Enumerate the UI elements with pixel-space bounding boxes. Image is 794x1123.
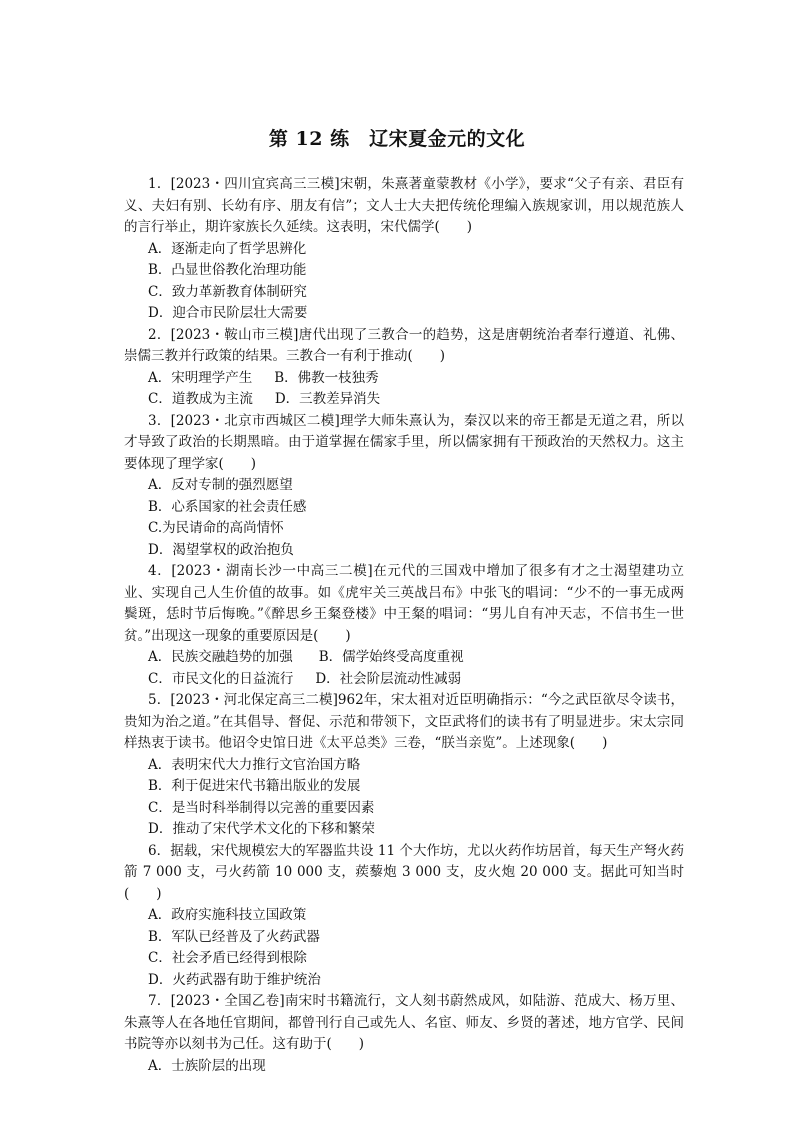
- question-stem: 7．[2023・全国乙卷]南宋时书籍流行，文人刻书蔚然成风，如陆游、范成大、杨万里、朱熹等人在各地任官期间，都曾刊行自己或先人、名宦、师友、乡贤的著述，地方官学、民间书院等亦以刻书为己任。这有助于( ): [124, 993, 684, 1052]
- question-stem: 1．[2023・四川宜宾高三三模]宋朝，朱熹著童蒙教材《小学》，要求“父子有亲、君臣有义、夫妇有别、长幼有序、朋友有信”；文人士大夫把传统伦理编入族规家训，用以规范族人的言行举止，期许家族长久延续。这表明，宋代儒学( ): [124, 176, 684, 235]
- question-stem: 2．[2023・鞍山市三模]唐代出现了三教合一的趋势，这是唐朝统治者奉行遵道、礼佛、崇儒三教并行政策的结果。三教合一有利于推动( ): [124, 326, 684, 364]
- option-d: D．推动了宋代学术文化的下移和繁荣: [148, 821, 375, 837]
- option-row: [124, 647, 684, 669]
- option-b: B．军队已经普及了火药武器: [148, 928, 320, 945]
- question-2: [124, 325, 684, 411]
- question-6: [124, 841, 684, 992]
- option-a: A．宋明理学产生: [148, 369, 253, 386]
- option-d: D．火药武器有助于维护统治: [148, 971, 321, 988]
- question-stem: 5．[2023・河北保定高三二模]962年，宋太祖对近臣明确指示：“今之武臣欲尽令读书，贵知为治之道。”在其倡导、督促、示范和带领下，文臣武将们的读书有了明显进步。宋太宗同样热衷于读书。他诏令史馆日进《太平总类》三卷，“朕当亲览”。上述现象( ): [124, 692, 684, 751]
- question-5: [124, 690, 684, 841]
- option-row: [124, 389, 684, 411]
- option-c: C．市民文化的日益流行: [148, 670, 294, 687]
- question-stem: 6．据载，宋代规模宏大的军器监共设 11 个大作坊，尤以火药作坊居首，每天生产弩火药箭 7 000 支，弓火药箭 10 000 支，蒺藜炮 3 000 支，皮火炮 20 000 支。据此可知当时( ): [124, 842, 684, 902]
- option-d: D．渴望掌权的政治抱负: [148, 541, 294, 558]
- question-1: [124, 174, 684, 325]
- option-a: A．士族阶层的出现: [148, 1057, 266, 1074]
- option-d: D．社会阶层流动性减弱: [315, 670, 462, 687]
- option-b: B．儒学始终受高度重视: [318, 649, 464, 665]
- option-a: A．逐渐走向了哲学思辨化: [148, 240, 307, 257]
- option-a: A．表明宋代大力推行文官治国方略: [148, 756, 361, 773]
- question-stem: 4．[2023・湖南长沙一中高三二模]在元代的三国戏中增加了很多有才之士渴望建功立业、实现自己人生价值的故事。如《虎牢关三英战吕布》中张飞的唱词：“少不的一事无成两鬓斑，恁时节后悔晚。”《醉思乡王粲登楼》中王粲的唱词：“男儿自有冲天志，不信书生一世贫。”出现这一现象的重要原因是( ): [124, 563, 684, 644]
- option-c: C．是当时科举制得以完善的重要因素: [148, 799, 375, 816]
- option-b: B．凸显世俗教化治理功能: [148, 262, 307, 278]
- option-b: B．利于促进宋代书籍出版业的发展: [148, 778, 361, 794]
- option-b: B．心系国家的社会责任感: [148, 498, 307, 515]
- question-7: [124, 991, 684, 1077]
- option-a: A．反对专制的强烈愿望: [148, 477, 293, 493]
- question-stem: 3．[2023・北京市西城区二模]理学大师朱熹认为，秦汉以来的帝王都是无道之君，所以才导致了政治的长期黑暗。由于道掌握在儒家手里，所以儒家拥有干预政治的天然权力。这主要体现了理学家( ): [124, 412, 684, 472]
- option-row: [124, 669, 684, 691]
- option-row: [124, 368, 684, 390]
- option-a: A．民族交融趋势的加强: [148, 649, 293, 665]
- question-3: [124, 411, 684, 562]
- option-b: B．佛教一枝独秀: [274, 369, 379, 386]
- option-c: C．道教成为主流: [148, 391, 253, 407]
- page-title: 第 12 练 辽宋夏金元的文化: [268, 128, 526, 150]
- option-a: A．政府实施科技立国政策: [148, 907, 307, 923]
- question-4: [124, 561, 684, 690]
- option-c: C．社会矛盾已经得到根除: [148, 950, 307, 966]
- option-d: D．迎合市民阶层壮大需要: [148, 305, 308, 321]
- option-c: C.为民请命的高尚情怀: [148, 520, 284, 536]
- option-d: D．三教差异消失: [274, 391, 381, 407]
- question-list: [124, 174, 684, 1077]
- option-c: C．致力革新教育体制研究: [148, 283, 307, 300]
